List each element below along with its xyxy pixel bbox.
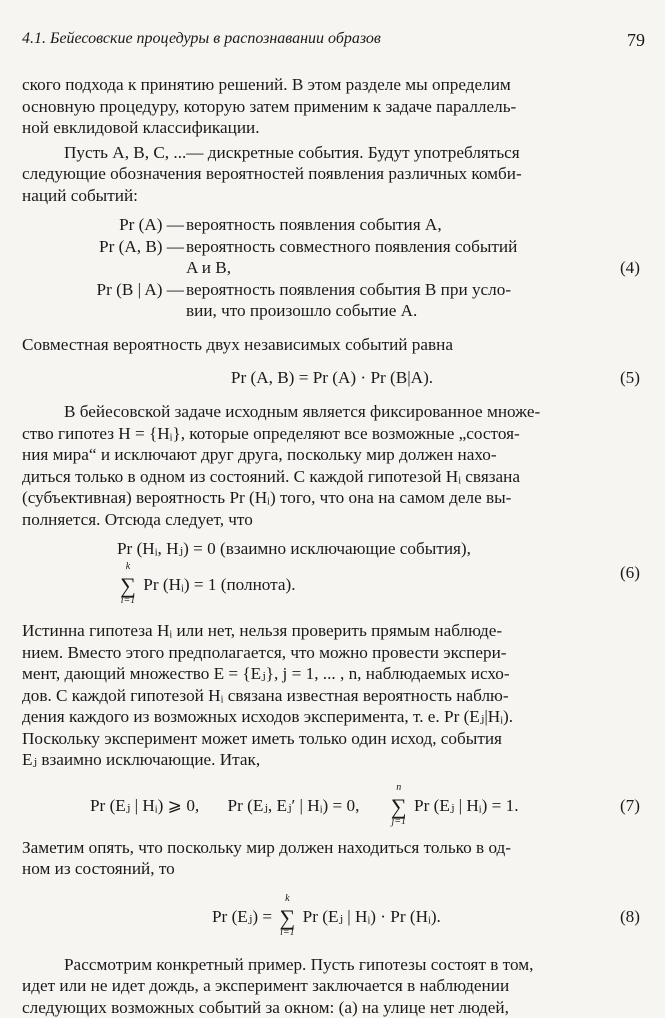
equation-8 xyxy=(22,890,642,946)
definition-continuation: A и B, xyxy=(22,257,642,279)
definition-row xyxy=(22,236,642,258)
summation-sign: ∑ n j=1 xyxy=(388,796,410,818)
equation-7 xyxy=(22,781,642,831)
equation-5 xyxy=(22,363,642,393)
page-number: 79 xyxy=(627,30,645,51)
summation-sign: ∑ k i=1 xyxy=(276,907,298,929)
equation-formula: Pr (A, B) = Pr (A) · Pr (B|A). xyxy=(22,367,642,389)
page-body xyxy=(22,74,642,1018)
definition-row xyxy=(22,214,642,236)
equation-number: (8) xyxy=(620,906,640,928)
running-header xyxy=(22,30,645,56)
paragraph-6: Заметим опять, что поскольку мир должен находиться только в од- ном из состояний, то xyxy=(22,837,642,880)
definition-term: Pr (A, B) — xyxy=(22,236,186,258)
equation-number: (7) xyxy=(620,795,640,817)
definition-text: вероятность появления события B при усло- xyxy=(186,279,596,301)
paragraph-7: Рассмотрим конкретный пример. Пусть гипотезы состоят в том, идет или не идет дождь, а эксперимент заключается в наблюдении следующих возможных событий за окном: (a) на улице нет людей, xyxy=(22,954,642,1018)
paragraph-5: Истинна гипотеза Hᵢ или нет, нельзя проверить прямым наблюде- нием. Вместо этого предполагается, что можно провести экспери- мент, дающий множество E = {Eⱼ}, j = 1, ... , n, наблюдаемых исхо- дов. С каждой гипотезой Hᵢ связана известная вероятность наблю- дения каждого из возможных исходов эксперимента, т. е. Pr (Eⱼ|Hᵢ). Поскольку эксперимент может иметь только один исход, события Eⱼ взаимно исключающие. Итак, xyxy=(22,620,642,771)
definition-continuation: вии, что произошло событие A. xyxy=(22,300,642,322)
equation-number: (4) xyxy=(620,257,640,279)
paragraph-2: Пусть A, B, C, ...— дискретные события. Будут употребляться следующие обозначения вероятностей появления различных комби- наций событий: xyxy=(22,142,642,207)
equation-formula: Pr (Eⱼ) = ∑ k i=1 Pr (Eⱼ | Hᵢ) · Pr (Hᵢ). xyxy=(212,906,441,929)
definition-text: вероятность совместного появления событий xyxy=(186,236,596,258)
equation-formula: Pr (Eⱼ | Hᵢ) ⩾ 0, Pr (Eⱼ, Eⱼ′ | Hᵢ) = 0, ∑ n j=1 Pr (Eⱼ | Hᵢ) = 1. xyxy=(90,795,519,818)
definition-text: вероятность появления события A, xyxy=(186,214,596,236)
equation-line: ∑ k i=1 Pr (Hᵢ) = 1 (полнота). xyxy=(117,574,296,597)
definition-term: Pr (A) — xyxy=(22,214,186,236)
definitions-block xyxy=(22,214,642,322)
equation-number: (6) xyxy=(620,562,640,584)
equation-line: Pr (Hᵢ, Hⱼ) = 0 (взаимно исключающие события), xyxy=(117,538,471,560)
definition-row xyxy=(22,279,642,301)
equation-number: (5) xyxy=(620,367,640,389)
definition-term: Pr (B | A) — xyxy=(22,279,186,301)
paragraph-1: ского подхода к принятию решений. В этом разделе мы определим основную процедуру, которую затем применим к задаче параллель- ной евклидовой классификации. xyxy=(22,74,642,139)
equation-6 xyxy=(22,536,642,614)
paragraph-3: Совместная вероятность двух независимых событий равна xyxy=(22,334,642,356)
summation-sign: ∑ k i=1 xyxy=(117,575,139,597)
section-title: 4.1. Бейесовские процедуры в распознавании образов xyxy=(22,30,381,48)
paragraph-4: В бейесовской задаче исходным является фиксированное множе- ство гипотез H = {Hᵢ}, которые определяют все возможные „состоя- ния мира“ и исключают друг друга, поскольку мир должен нахо- диться только в одном из состояний. С каждой гипотезой Hᵢ связана (субъективная) вероятность Pr (Hᵢ) того, что она на самом деле вы- полняется. Отсюда следует, что xyxy=(22,401,642,530)
